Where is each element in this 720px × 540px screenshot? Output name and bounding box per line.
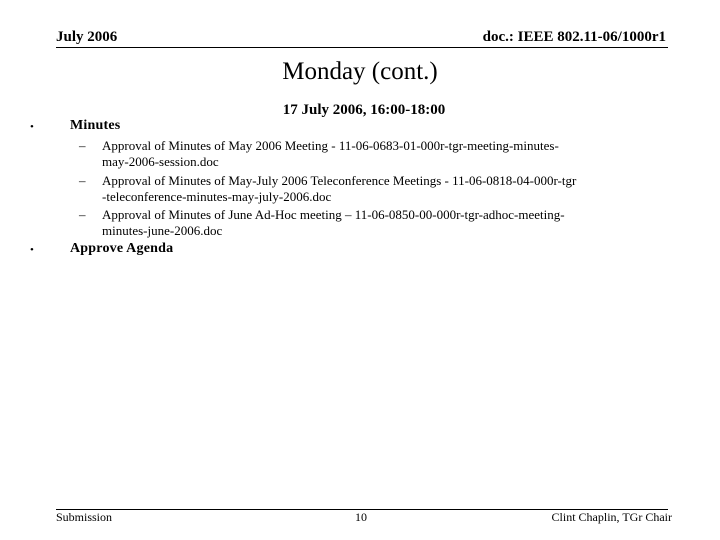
header-rule bbox=[56, 47, 668, 48]
bullet-marker: • bbox=[30, 244, 34, 256]
bullet-minutes: Minutes bbox=[70, 118, 121, 133]
header-date: July 2006 bbox=[56, 29, 118, 45]
sub-item-may-minutes: Approval of Minutes of May 2006 Meeting - 11-06-0683-01-000r-tgr-meeting-minutes- bbox=[102, 138, 559, 153]
footer-author: Clint Chaplin, TGr Chair bbox=[551, 510, 672, 524]
sub-bullet-dash: – bbox=[79, 173, 86, 188]
header-doc-id: doc.: IEEE 802.11-06/1000r1 bbox=[482, 29, 666, 45]
slide-subtitle: 17 July 2006, 16:00-18:00 bbox=[282, 102, 446, 118]
sub-item-adhoc-minutes-cont: minutes-june-2006.doc bbox=[102, 223, 223, 238]
sub-item-teleconference-minutes: Approval of Minutes of May-July 2006 Teleconference Meetings - 11-06-0818-04-000r-tgr bbox=[102, 173, 577, 188]
sub-item-may-minutes-cont: may-2006-session.doc bbox=[102, 154, 219, 169]
footer-submission: Submission bbox=[56, 510, 113, 524]
bullet-approve-agenda: Approve Agenda bbox=[70, 241, 174, 256]
bullet-marker: • bbox=[30, 121, 34, 133]
sub-bullet-dash: – bbox=[79, 207, 86, 222]
slide-title: Monday (cont.) bbox=[282, 58, 438, 85]
sub-item-teleconference-minutes-cont: -teleconference-minutes-may-july-2006.doc bbox=[102, 189, 332, 204]
footer-page-number: 10 bbox=[355, 510, 367, 524]
sub-item-adhoc-minutes: Approval of Minutes of June Ad-Hoc meeting – 11-06-0850-00-000r-tgr-adhoc-meeting- bbox=[102, 207, 565, 222]
sub-bullet-dash: – bbox=[79, 138, 86, 153]
